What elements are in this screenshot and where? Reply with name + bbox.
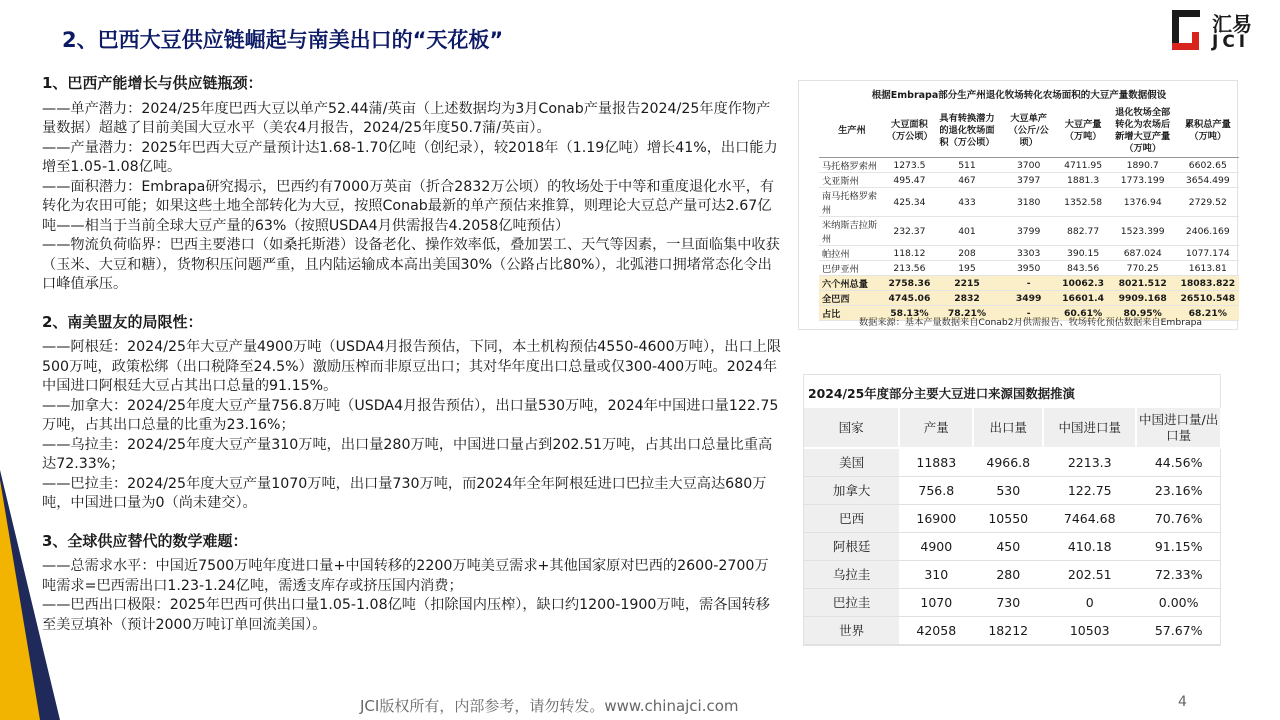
table-header-cell: 中国进口量/出口量	[1136, 408, 1221, 448]
table-cell: 310	[899, 560, 973, 588]
table-cell: 730	[973, 588, 1043, 616]
table-cell: 18212	[973, 616, 1043, 644]
table-cell: 410.18	[1043, 532, 1136, 560]
table-cell: 南马托格罗索州	[819, 188, 885, 217]
table-cell: 213.56	[885, 261, 934, 276]
table-cell: 4966.8	[973, 448, 1043, 476]
table-cell: 18083.822	[1177, 276, 1239, 291]
section-heading: 3、全球供应替代的数学难题：	[42, 531, 248, 550]
table-row	[804, 560, 1221, 588]
table-cell: 美国	[804, 448, 899, 476]
table-cell: 1881.3	[1057, 173, 1108, 188]
table-row	[819, 158, 1239, 173]
table-cell: 1352.58	[1057, 188, 1108, 217]
table-header-cell: 具有转换潜力的退化牧场面积（万公顷）	[934, 105, 1000, 158]
table-cell: 44.56%	[1136, 448, 1221, 476]
table-cell: 六个州总量	[819, 276, 885, 291]
table-cell: 1613.81	[1177, 261, 1239, 276]
table-cell: 687.024	[1109, 246, 1177, 261]
table-cell: 0.00%	[1136, 588, 1221, 616]
table-cell: 乌拉圭	[804, 560, 899, 588]
table-cell: 4711.95	[1057, 158, 1108, 173]
table-cell: 巴西	[804, 504, 899, 532]
table-cell: 1890.7	[1109, 158, 1177, 173]
table-cell: 91.15%	[1136, 532, 1221, 560]
jci-logo-mark-icon	[1172, 10, 1202, 50]
table-cell: 10503	[1043, 616, 1136, 644]
table-cell: 1773.199	[1109, 173, 1177, 188]
logo-en-text: JCI	[1212, 32, 1250, 52]
table-cell: -	[1000, 306, 1058, 321]
table-cell: 770.25	[1109, 261, 1177, 276]
table-row	[804, 588, 1221, 616]
table-row	[819, 217, 1239, 246]
table-cell: 882.77	[1057, 217, 1108, 246]
table-cell: 16601.4	[1057, 291, 1108, 306]
table-cell: 巴拉圭	[804, 588, 899, 616]
table-header-cell: 大豆产量（万吨）	[1057, 105, 1108, 158]
table-cell: 390.15	[1057, 246, 1108, 261]
table-cell: 280	[973, 560, 1043, 588]
table-cell: 843.56	[1057, 261, 1108, 276]
table-cell: 1523.399	[1109, 217, 1177, 246]
embrapa-table-panel	[798, 80, 1238, 330]
paragraph: ——物流负荷临界：巴西主要港口（如桑托斯港）设备老化、操作效率低，叠加罢工、天气等因素，一旦面临集中收获（玉米、大豆和糖），货物积压问题严重，且内陆运输成本高出美国30%（公路占比80%），北弧港口拥堵常态化令出口峰值承压。	[42, 237, 780, 292]
embrapa-table	[819, 105, 1239, 321]
logo-cn-text: 汇易	[1212, 12, 1252, 36]
table-cell: 阿根廷	[804, 532, 899, 560]
table-header-cell: 退化牧场全部转化为农场后新增大豆产量（万吨）	[1109, 105, 1177, 158]
table-cell: 8021.512	[1109, 276, 1177, 291]
table-cell: 60.61%	[1057, 306, 1108, 321]
paragraph: ——单产潜力：2024/25年度巴西大豆以单产52.44蒲/英亩（上述数据均为3月Conab产量报告2024/25年度作物产量数据）超越了目前美国大豆水平（美农4月报告，2024/25年度50.7蒲/英亩）。	[42, 100, 771, 136]
table-cell: 1376.94	[1109, 188, 1177, 217]
table-cell: -	[1000, 276, 1058, 291]
table-cell: 巴伊亚州	[819, 261, 885, 276]
table-cell: 57.67%	[1136, 616, 1221, 644]
table-cell: 2758.36	[885, 276, 934, 291]
table-cell: 467	[934, 173, 1000, 188]
paragraph: ——面积潜力：Embrapa研究揭示，巴西约有7000万英亩（折合2832万公顷）的牧场处于中等和重度退化水平，有转化为农田可能；如果这些土地全部转化为大豆，按照Conab最新的单产预估来推算，则理论大豆总产量可达2.67亿吨——相当于当前全球大豆产量的63%（按照USDA4月供需报告4.2058亿吨预估）	[42, 178, 775, 234]
table-cell: 3700	[1000, 158, 1058, 173]
table-cell: 加拿大	[804, 476, 899, 504]
paragraph: ——乌拉圭：2024/25年度大豆产量310万吨，出口量280万吨，中国进口量占到202.51万吨，占其出口总量比重高达72.33%；	[42, 436, 773, 472]
import-table-panel	[803, 374, 1221, 646]
table-row	[804, 476, 1221, 504]
table-cell: 2213.3	[1043, 448, 1136, 476]
paragraph: ——巴拉圭：2024/25年度大豆产量1070万吨，出口量730万吨，而2024年全年阿根廷进口巴拉圭大豆高达680万吨，中国进口量为0（尚未建交）。	[42, 475, 767, 511]
import-table-title: 2024/25年度部分主要大豆进口来源国数据推演	[808, 386, 1075, 401]
table-cell: 6602.65	[1177, 158, 1239, 173]
embrapa-table-title: 根据Embrapa部分生产州退化牧场转化农场面积的大豆产量数据假设	[871, 90, 1167, 101]
table-row	[804, 448, 1221, 476]
table-header-cell: 出口量	[973, 408, 1043, 448]
table-cell: 3499	[1000, 291, 1058, 306]
jci-logo	[1166, 6, 1276, 54]
table-cell: 425.34	[885, 188, 934, 217]
page-number: 4	[1178, 694, 1187, 710]
table-cell: 9909.168	[1109, 291, 1177, 306]
table-cell: 10550	[973, 504, 1043, 532]
table-row	[819, 261, 1239, 276]
table-cell: 450	[973, 532, 1043, 560]
table-cell: 3180	[1000, 188, 1058, 217]
table-cell: 占比	[819, 306, 885, 321]
paragraph: ——加拿大：2024/25年度大豆产量756.8万吨（USDA4月报告预估），出口量530万吨，2024年中国进口量122.75万吨，占其出口总量的比重为23.16%；	[42, 397, 779, 433]
paragraph: ——总需求水平：中国近7500万吨年度进口量+中国转移的2200万吨美豆需求+其他国家原对巴西的2600-2700万吨需求=巴西需出口1.23-1.24亿吨，需透支库存或挤压国内消费；	[42, 558, 769, 594]
table-header-cell: 大豆面积（万公顷）	[885, 105, 934, 158]
table-cell: 全巴西	[819, 291, 885, 306]
table-cell: 2832	[934, 291, 1000, 306]
table-source-note: 数据来源：基本产量数据来自Conab2月供需报告、牧场转化预估数据来自Embrapa	[859, 317, 1203, 328]
table-cell: 68.21%	[1177, 306, 1239, 321]
table-cell: 米纳斯吉拉斯州	[819, 217, 885, 246]
table-cell: 232.37	[885, 217, 934, 246]
table-row	[804, 504, 1221, 532]
table-cell: 3799	[1000, 217, 1058, 246]
table-row	[804, 532, 1221, 560]
import-table	[804, 408, 1222, 645]
table-cell: 118.12	[885, 246, 934, 261]
table-cell: 23.16%	[1136, 476, 1221, 504]
table-cell: 帕拉州	[819, 246, 885, 261]
table-cell: 208	[934, 246, 1000, 261]
section-heading: 1、巴西产能增长与供应链瓶颈：	[42, 74, 263, 92]
table-row	[804, 616, 1221, 644]
table-cell: 401	[934, 217, 1000, 246]
table-cell: 16900	[899, 504, 973, 532]
table-cell: 2729.52	[1177, 188, 1239, 217]
table-cell: 0	[1043, 588, 1136, 616]
section-heading: 2、南美盟友的局限性：	[42, 312, 203, 331]
table-cell: 1070	[899, 588, 973, 616]
table-header-cell: 生产州	[819, 105, 885, 158]
table-cell: 戈亚斯州	[819, 173, 885, 188]
paragraph: ——巴西出口极限：2025年巴西可供出口量1.05-1.08亿吨（扣除国内压榨），缺口约1200-1900万吨，需各国转移至美豆填补（预计2000万吨订单回流美国）。	[42, 597, 770, 633]
table-cell: 80.95%	[1109, 306, 1177, 321]
table-cell: 756.8	[899, 476, 973, 504]
table-cell: 72.33%	[1136, 560, 1221, 588]
table-cell: 马托格罗索州	[819, 158, 885, 173]
table-cell: 4745.06	[885, 291, 934, 306]
table-cell: 26510.548	[1177, 291, 1239, 306]
table-row	[819, 188, 1239, 217]
table-cell: 495.47	[885, 173, 934, 188]
table-row	[819, 246, 1239, 261]
table-header-cell: 国家	[804, 408, 899, 448]
paragraph: ——阿根廷：2024/25年大豆产量4900万吨（USDA4月报告预估，下同，本土机构预估4550-4600万吨），出口上限500万吨，政策松绑（出口税降至24.5%）激励压榨而非原豆出口；其对华年度出口总量或仅300-400万吨。2024年中国进口阿根廷大豆占其出口总量的91.15%。	[42, 339, 782, 394]
table-cell: 11883	[899, 448, 973, 476]
table-cell: 1273.5	[885, 158, 934, 173]
table-cell: 10062.3	[1057, 276, 1108, 291]
table-cell: 122.75	[1043, 476, 1136, 504]
table-cell: 42058	[899, 616, 973, 644]
table-cell: 195	[934, 261, 1000, 276]
table-cell: 世界	[804, 616, 899, 644]
table-cell: 3654.499	[1177, 173, 1239, 188]
table-cell: 3797	[1000, 173, 1058, 188]
footer-copyright: JCI版权所有，内部参考，请勿转发。www.chinajci.com	[360, 697, 739, 715]
table-cell: 3303	[1000, 246, 1058, 261]
body-text	[42, 70, 782, 635]
table-cell: 511	[934, 158, 1000, 173]
paragraph: ——产量潜力：2025年巴西大豆产量预计达1.68-1.70亿吨（创纪录），较2018年（1.19亿吨）增长41%，出口能力增至1.05-1.08亿吨。	[42, 139, 778, 175]
table-header-cell: 累积总产量（万吨）	[1177, 105, 1239, 158]
table-cell: 4900	[899, 532, 973, 560]
table-row	[819, 276, 1239, 291]
table-cell: 1077.174	[1177, 246, 1239, 261]
table-cell: 202.51	[1043, 560, 1136, 588]
page-title: 2、巴西大豆供应链崛起与南美出口的“天花板”	[62, 28, 504, 52]
table-cell: 530	[973, 476, 1043, 504]
table-cell: 2406.169	[1177, 217, 1239, 246]
table-cell: 3950	[1000, 261, 1058, 276]
table-cell: 7464.68	[1043, 504, 1136, 532]
corner-decoration-yellow	[0, 480, 40, 720]
table-row	[819, 173, 1239, 188]
table-cell: 2215	[934, 276, 1000, 291]
table-cell: 70.76%	[1136, 504, 1221, 532]
table-cell: 433	[934, 188, 1000, 217]
table-row	[819, 291, 1239, 306]
table-header-cell: 大豆单产（公斤/公顷）	[1000, 105, 1058, 158]
table-cell: 78.21%	[934, 306, 1000, 321]
table-header-cell: 产量	[899, 408, 973, 448]
table-header-cell: 中国进口量	[1043, 408, 1136, 448]
table-cell: 58.13%	[885, 306, 934, 321]
